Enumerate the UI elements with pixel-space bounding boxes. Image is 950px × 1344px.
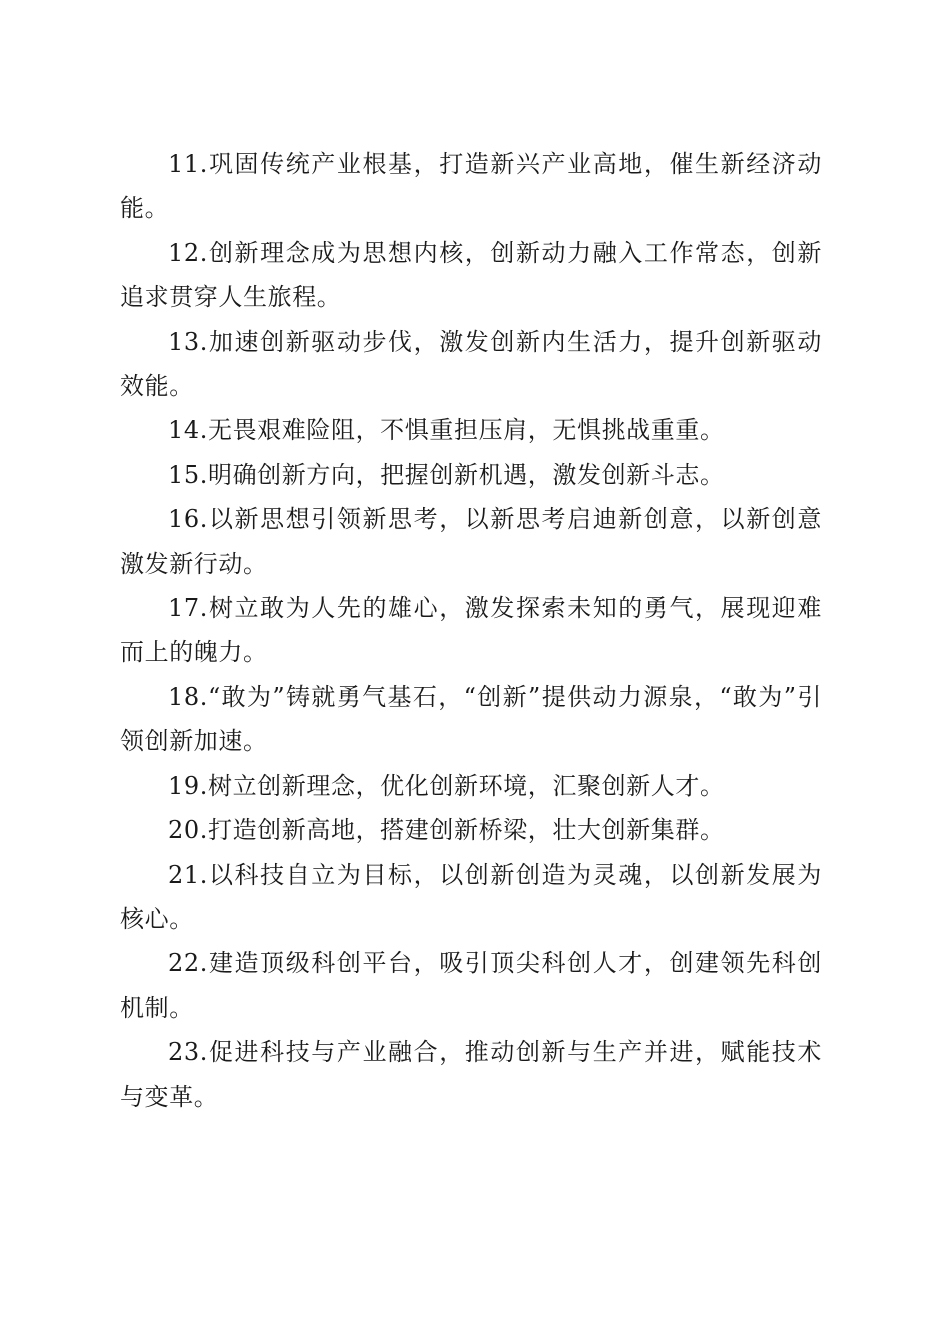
paragraph-13: 13.加速创新驱动步伐，激发创新内生活力，提升创新驱动效能。 [120,327,822,401]
paragraph-14: 14.无畏艰难险阻，不惧重担压肩，无惧挑战重重。 [168,416,725,445]
paragraph-20: 20.打造创新高地，搭建创新桥梁，壮大创新集群。 [168,816,725,845]
paragraph-17: 17.树立敢为人先的雄心，激发探索未知的勇气，展现迎难而上的魄力。 [120,594,822,667]
paragraph-12: 12.创新理念成为思想内核，创新动力融入工作常态，创新追求贯穿人生旅程。 [120,238,822,312]
paragraph-15: 15.明确创新方向，把握创新机遇，激发创新斗志。 [168,460,725,489]
paragraph-18: 18.“敢为”铸就勇气基石，“创新”提供动力源泉，“敢为”引领创新加速。 [120,682,822,756]
document-body [120,142,822,1119]
paragraph-22: 22.建造顶级科创平台，吸引顶尖科创人才，创建领先科创机制。 [120,949,822,1022]
paragraph-21: 21.以科技自立为目标，以创新创造为灵魂，以创新发展为核心。 [120,860,822,933]
paragraph-23: 23.促进科技与产业融合，推动创新与生产并进，赋能技术与变革。 [120,1038,822,1111]
paragraph-16: 16.以新思想引领新思考，以新思考启迪新创意，以新创意激发新行动。 [120,505,822,578]
paragraph-11: 11.巩固传统产业根基，打造新兴产业高地，催生新经济动能。 [120,150,822,223]
paragraph-19: 19.树立创新理念，优化创新环境，汇聚创新人才。 [168,771,725,800]
